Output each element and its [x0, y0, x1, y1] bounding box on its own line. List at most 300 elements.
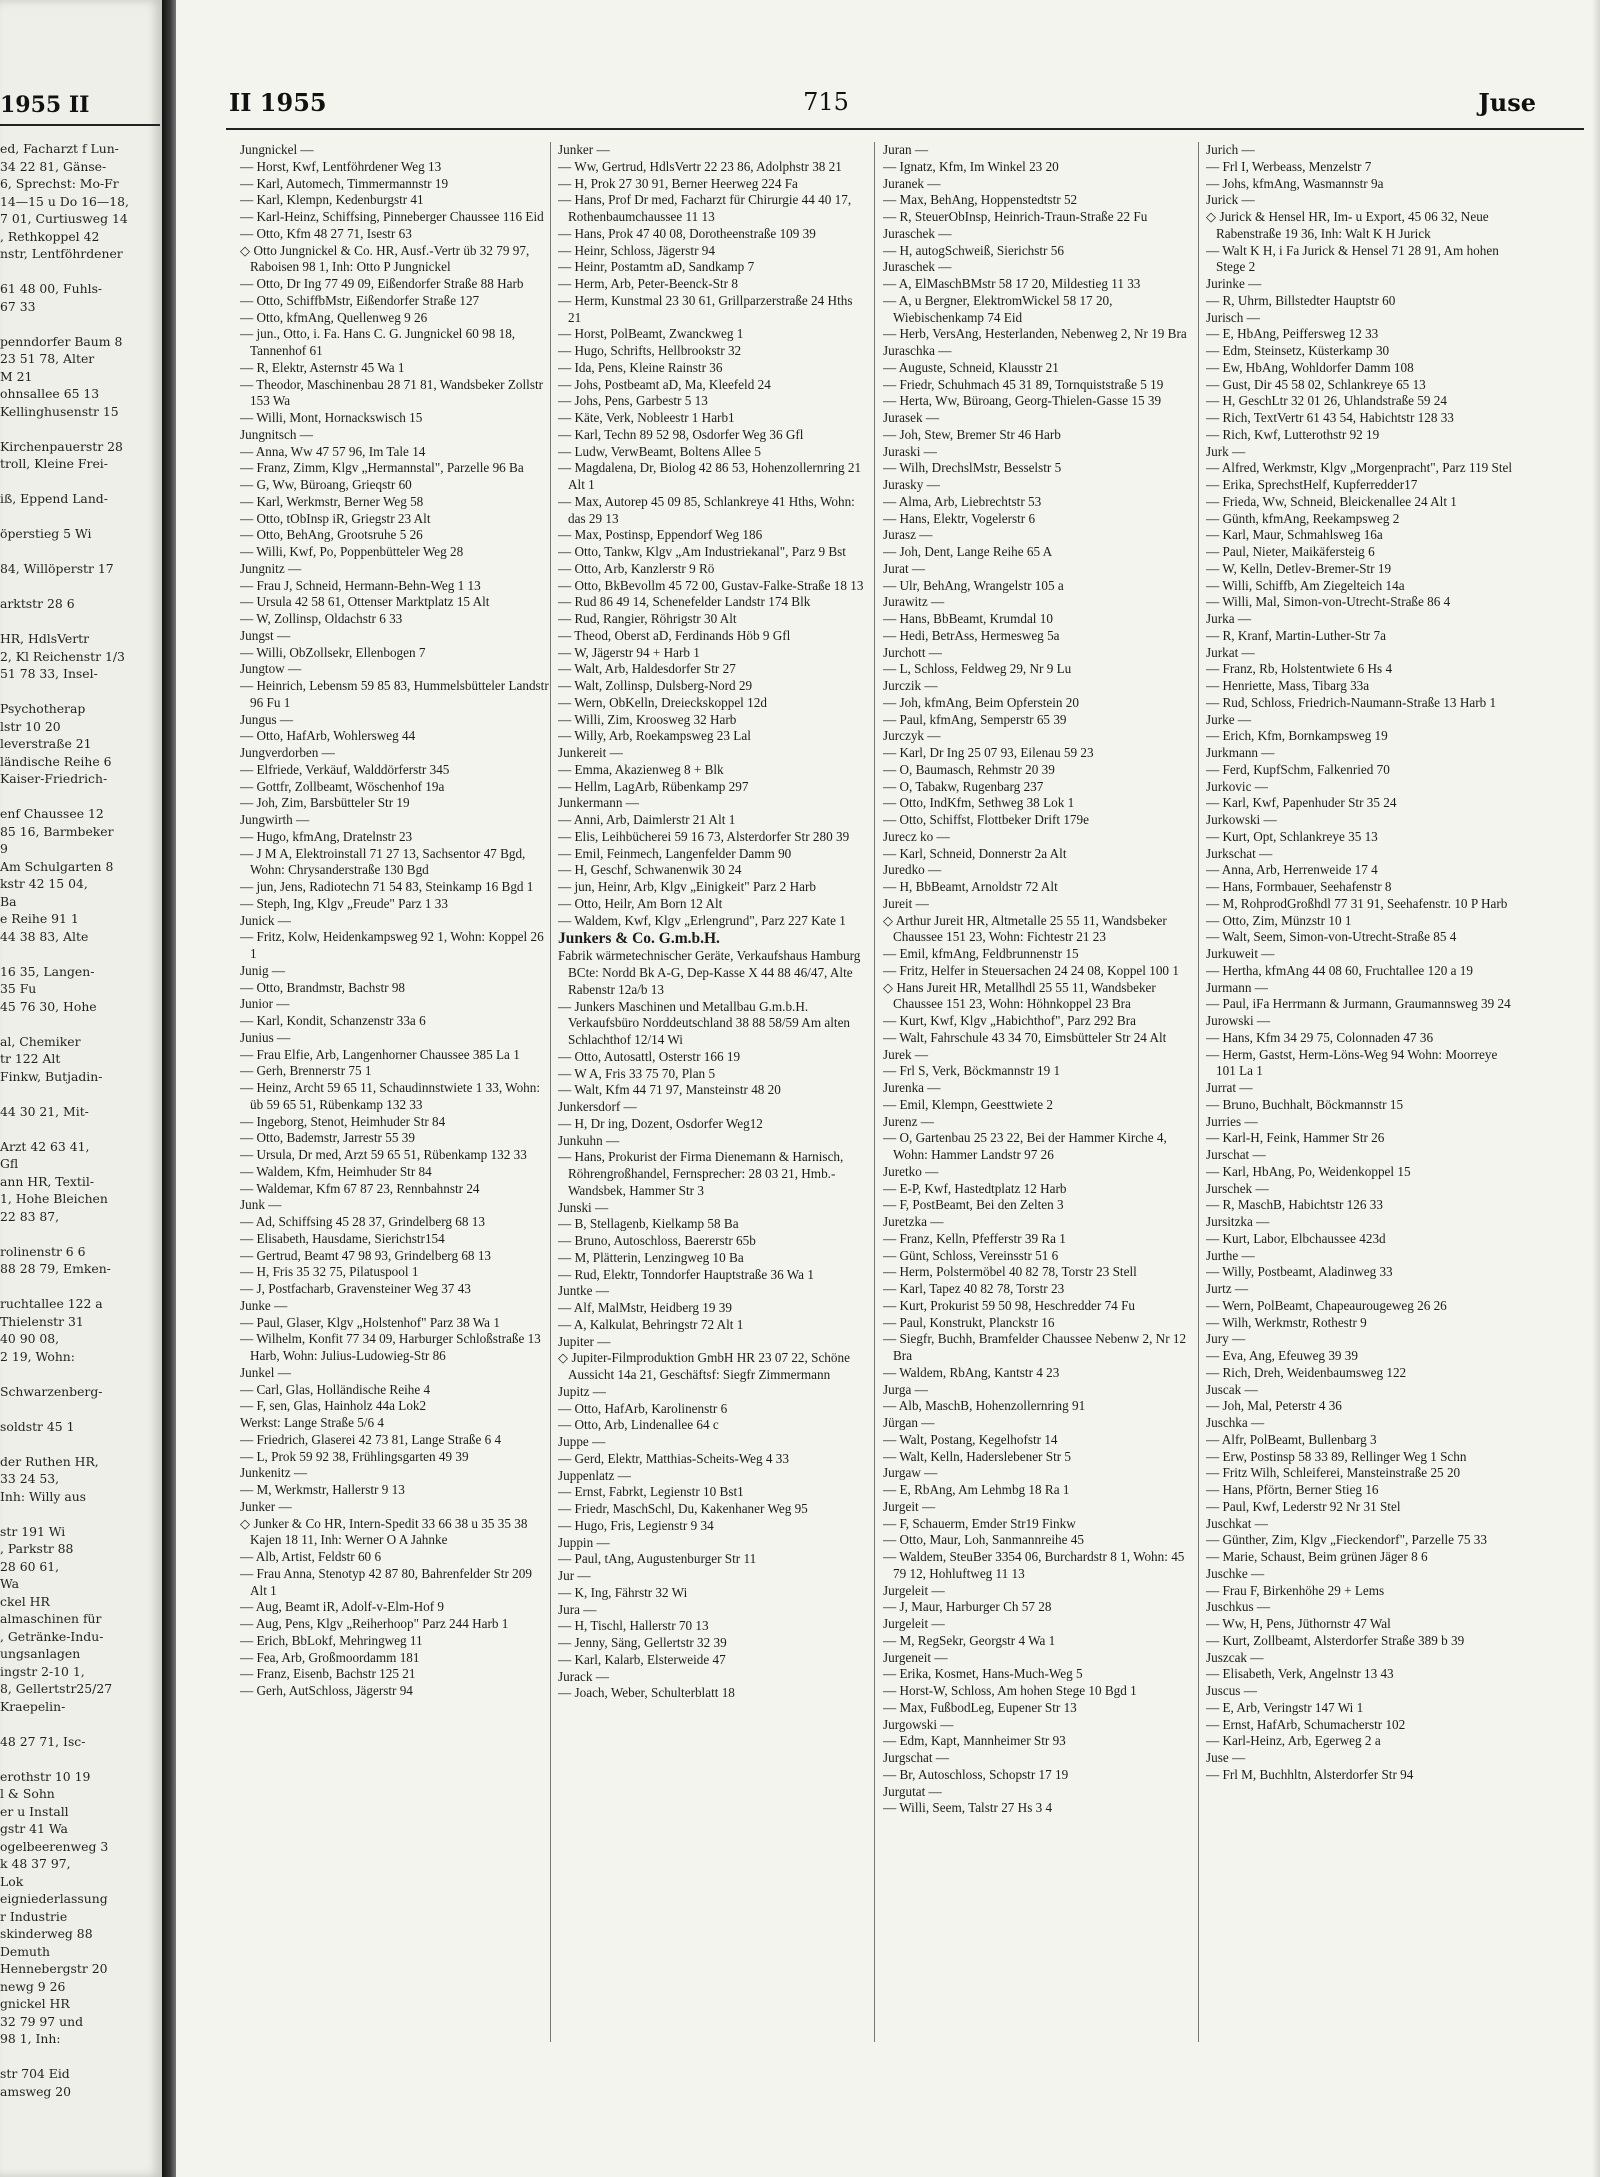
left-page-line: 2, Kl Reichenstr 1/3 — [0, 648, 125, 664]
surname-heading: Junk — — [240, 1197, 282, 1213]
directory-entry: — R, MaschB, Habichtstr 126 33 — [1206, 1197, 1383, 1213]
surname-heading: Jurawitz — — [883, 594, 945, 610]
surname-heading: Jungverdorben — — [240, 745, 335, 760]
left-page-line — [0, 1365, 160, 1383]
surname-heading: Jurtz — — [1206, 1281, 1249, 1296]
directory-entry: — Paul, tAng, Augustenburger Str 11 — [558, 1551, 757, 1567]
directory-entry: — Alb, MaschB, Hohenzollernring 91 — [883, 1398, 1086, 1414]
left-page-line: soldstr 45 1 — [0, 1418, 75, 1434]
directory-entry: — Otto, kfmAng, Quellenweg 9 26 — [240, 309, 428, 325]
left-page-line: ohnsallee 65 13 — [0, 386, 100, 401]
directory-entry: — Marie, Schaust, Beim grünen Jäger 8 6 — [1206, 1549, 1428, 1564]
directory-entry: — F, sen, Glas, Hainholz 44a Lok2 — [240, 1398, 427, 1414]
directory-entry: — Wern, PolBeamt, Chapeaurougeweg 26 26 — [1206, 1297, 1447, 1313]
left-page-line: 44 38 83, Alte — [0, 928, 89, 944]
directory-entry: — jun, Heinr, Arb, Klgv „Einigkeit" Parz 2 Harb — [558, 879, 816, 894]
directory-entry: — Ew, HbAng, Wohldorfer Damm 108 — [1206, 359, 1414, 375]
directory-column-4 — [1206, 142, 1516, 2132]
directory-page — [176, 0, 1600, 2177]
left-page-line: Gfl — [0, 1156, 19, 1171]
directory-entry: — Frau Anna, Stenotyp 42 87 80, Bahrenfelder Str 209 Alt 1 — [240, 1565, 532, 1598]
directory-entry: — H, BbBeamt, Arnoldstr 72 Alt — [883, 879, 1058, 894]
directory-entry: — Otto, Schiffst, Flottbeker Drift 179e — [883, 812, 1089, 827]
left-page-line: ungsanlagen — [0, 1646, 81, 1661]
directory-entry: — K, Ing, Fährstr 32 Wi — [558, 1584, 688, 1600]
directory-entry: — Henriette, Mass, Tibarg 33a — [1206, 678, 1370, 693]
header-rule — [226, 128, 1584, 130]
directory-entry: — Walt, Fahrschule 43 34 70, Eimsbütteler Str 24 Alt — [883, 1029, 1167, 1045]
directory-entry: — Theodor, Maschinenbau 28 71 81, Wandsbeker Zollstr 153 Wa — [240, 376, 544, 409]
surname-heading: Jurick — — [1206, 192, 1255, 208]
surname-heading: Jurkovic — — [1206, 778, 1268, 794]
directory-entry: — H, Tischl, Hallerstr 70 13 — [558, 1618, 709, 1634]
directory-entry: — Alma, Arb, Liebrechtstr 53 — [883, 493, 1042, 509]
directory-entry: — Frau F, Birkenhöhe 29 + Lems — [1206, 1582, 1385, 1598]
directory-entry: — Jenny, Säng, Gellertstr 32 39 — [558, 1635, 727, 1650]
left-page-line: er u Install — [0, 1803, 69, 1819]
left-page-line: lstr 10 20 — [0, 718, 61, 734]
surname-heading: Jura — — [558, 1601, 597, 1617]
left-page-line — [0, 578, 160, 596]
directory-entry: — F, Schauerm, Emder Str19 Finkw — [883, 1515, 1076, 1531]
left-page-line: ed, Facharzt f Lun- — [0, 141, 119, 156]
directory-entry: — Joh, kfmAng, Beim Opferstein 20 — [883, 694, 1079, 710]
directory-entry: — Erich, BbLokf, Mehringweg 11 — [240, 1632, 423, 1648]
left-page-line: newg 9 26 — [0, 1978, 66, 1994]
left-page-line: 45 76 30, Hohe — [0, 998, 97, 1014]
left-page-line: 34 22 81, Gänse- — [0, 158, 107, 174]
directory-entry: — Otto, Autosattl, Osterstr 166 19 — [558, 1048, 741, 1064]
directory-entry: — Max, Postinsp, Eppendorf Weg 186 — [558, 527, 763, 543]
directory-entry: — Paul, Glaser, Klgv „Holstenhof" Parz 38 Wa 1 — [240, 1314, 500, 1330]
surname-heading: Jurich — — [1206, 142, 1255, 157]
surname-heading: Jurschat — — [1206, 1147, 1266, 1162]
directory-entry: — Herm, Kunstmal 23 30 61, Grillparzerstraße 24 Hths 21 — [558, 292, 853, 325]
directory-entry: — Erika, SprechstHelf, Kupferredder17 — [1206, 477, 1418, 492]
directory-entry: — Heinr, Schloss, Jägerstr 94 — [558, 242, 715, 258]
directory-entry: — Waldem, Kwf, Klgv „Erlengrund", Parz 227 Kate 1 — [558, 912, 846, 928]
left-page-line — [0, 945, 160, 963]
surname-heading: Jurgeneit — — [883, 1649, 948, 1665]
surname-heading: Junkel — — [240, 1364, 291, 1380]
directory-entry: — Rud, Schloss, Friedrich-Naumann-Straße 13 Harb 1 — [1206, 694, 1497, 710]
surname-heading: Jurgeleit — — [883, 1582, 945, 1598]
directory-entry: — R, SteuerObInsp, Heinrich-Traun-Straße 22 Fu — [883, 209, 1148, 224]
directory-entry: — Joh, Zim, Barsbütteler Str 19 — [240, 795, 410, 811]
directory-entry: ◇ Jurick & Hensel HR, Im- u Export, 45 06 32, Neue Rabenstraße 19 36, Inh: Walt K H Jurick — [1206, 209, 1489, 241]
left-page-line: rolinenstr 6 6 — [0, 1243, 86, 1259]
directory-entry: — R, Elektr, Asternstr 45 Wa 1 — [240, 359, 405, 375]
left-page-line: , Rethkoppel 42 — [0, 228, 100, 244]
left-page-line: 61 48 00, Fuhls- — [0, 281, 103, 296]
directory-entry: — Edm, Steinsetz, Küsterkamp 30 — [1206, 343, 1390, 358]
directory-entry: — Herm, Polstermöbel 40 82 78, Torstr 23 Stell — [883, 1264, 1137, 1280]
left-page-line — [0, 613, 160, 631]
directory-entry: — Hans, Prof Dr med, Facharzt für Chirurgie 44 40 17, Rothenbaumchaussee 11 13 — [558, 192, 852, 224]
directory-entry: — Aug, Beamt iR, Adolf-v-Elm-Hof 9 — [240, 1599, 445, 1615]
directory-entry: — Erw, Postinsp 58 33 89, Rellinger Weg 1 Schn — [1206, 1448, 1467, 1464]
directory-entry: — Günt, Schloss, Vereinsstr 51 6 — [883, 1247, 1059, 1263]
directory-entry: — Max, FußbodLeg, Eupener Str 13 — [883, 1699, 1077, 1715]
directory-entry: — Johs, Postbeamt aD, Ma, Kleefeld 24 — [558, 376, 771, 392]
surname-heading: Juppenlatz — — [558, 1467, 631, 1483]
surname-heading: Jürgan — — [883, 1415, 935, 1430]
left-page-line: 44 30 21, Mit- — [0, 1103, 89, 1119]
surname-heading: Jungnickel — — [240, 142, 314, 157]
directory-entry: ◇ Otto Jungnickel & Co. HR, Ausf.-Vertr üb 32 79 97, Raboisen 98 1, Inh: Otto P Jungnickel — [240, 242, 530, 275]
directory-entry: — Willi, Schiffb, Am Ziegelteich 14a — [1206, 577, 1405, 593]
surname-heading: Juraschek — — [883, 225, 952, 241]
surname-heading: Juschkus — — [1206, 1599, 1271, 1615]
left-page-line — [0, 1750, 160, 1768]
directory-entry: — Paul, Konstrukt, Planckstr 16 — [883, 1314, 1055, 1330]
directory-entry: — Willy, Arb, Roekampsweg 23 Lal — [558, 728, 751, 744]
directory-entry: — Wilh, DrechslMstr, Besselstr 5 — [883, 460, 1062, 476]
left-page-line: Ba — [0, 893, 17, 909]
surname-heading: Jurkmann — — [1206, 745, 1275, 760]
directory-entry: — Otto, tObInsp iR, Griegstr 23 Alt — [240, 510, 431, 526]
surname-heading: Jungtow — — [240, 661, 302, 677]
surname-heading: Junkenitz — — [240, 1465, 308, 1481]
directory-entry: — Paul, iFa Herrmann & Jurmann, Graumannsweg 39 24 — [1206, 996, 1511, 1012]
surname-heading: Jurgeleit — — [883, 1616, 945, 1631]
left-page-line: Schwarzenberg- — [0, 1383, 103, 1399]
surname-heading: Jurthe — — [1206, 1247, 1255, 1263]
surname-heading: Jupitz — — [558, 1383, 606, 1399]
surname-heading: Juretzka — — [883, 1214, 944, 1229]
left-page-line: 88 28 79, Emken- — [0, 1261, 111, 1276]
left-page-line: gstr 41 Wa — [0, 1821, 68, 1836]
left-page-line: str 704 Eid — [0, 2066, 70, 2081]
directory-entry: — Otto, Zim, Münzstr 10 1 — [1206, 912, 1352, 928]
page-edge — [1592, 0, 1600, 2177]
directory-entry: — A, Kalkulat, Behringstr 72 Alt 1 — [558, 1316, 744, 1332]
directory-entry: — Wern, ObKelln, Dreieckskoppel 12d — [558, 694, 767, 710]
surname-heading: Jurschek — — [1206, 1180, 1269, 1196]
surname-heading: Jurchott — — [883, 644, 942, 660]
surname-heading: Juraschek — — [883, 259, 952, 275]
directory-entry: — Hans, Prokurist der Firma Dienemann & Harnisch, Röhrengroßhandel, Fernsprecher: 28 03 21, Hmb.-Wandsbek, Hammer Str 3 — [558, 1149, 844, 1198]
left-page-line: 14—15 u Do 16—18, — [0, 193, 129, 209]
surname-heading: Junkuhn — — [558, 1132, 620, 1148]
directory-entry: ◇ Hans Jureit HR, Metallhdl 25 55 11, Wandsbeker Chaussee 151 23, Wohn: Höhnkoppel 23 Bra — [883, 979, 1156, 1012]
directory-entry: — G, Ww, Büroang, Grieqstr 60 — [240, 477, 412, 492]
left-page-line: Thielenstr 31 — [0, 1313, 84, 1329]
surname-heading: Jurack — — [558, 1668, 609, 1684]
left-page-line: Kraepelin- — [0, 1698, 66, 1714]
directory-entry: — Rich, Kwf, Lutterothstr 92 19 — [1206, 426, 1380, 442]
directory-entry: — Fea, Arb, Großmoordamm 181 — [240, 1649, 420, 1665]
surname-heading: Jurasek — — [883, 410, 940, 425]
directory-entry: — O, Tabakw, Rugenbarg 237 — [883, 778, 1044, 794]
left-page-line: almaschinen für — [0, 1611, 102, 1626]
directory-entry: — Otto, Arb, Kanzlerstr 9 Rö — [558, 560, 715, 576]
directory-entry: — Franz, Eisenb, Bachstr 125 21 — [240, 1666, 416, 1682]
directory-entry: — Hertha, kfmAng 44 08 60, Fruchtallee 120 a 19 — [1206, 962, 1473, 978]
left-page-line: l & Sohn — [0, 1786, 55, 1801]
directory-entry: — Willi, Mont, Hornackswisch 15 — [240, 410, 423, 425]
surname-heading: Juraski — — [883, 443, 937, 459]
directory-entry: — Frl S, Verk, Böckmannstr 19 1 — [883, 1063, 1061, 1079]
directory-entry: — Rich, Dreh, Weidenbaumsweg 122 — [1206, 1364, 1407, 1380]
left-page-line: 8, Gellertstr25/27 — [0, 1681, 113, 1696]
surname-heading: Junkersdorf — — [558, 1099, 637, 1114]
directory-entry: ◇ Junker & Co HR, Intern-Spedit 33 66 38 u 35 35 38 Kajen 18 11, Inh: Werner O A Jahnke — [240, 1515, 528, 1548]
directory-entry: — Max, BehAng, Hoppenstedtstr 52 — [883, 192, 1078, 208]
book-gutter — [162, 0, 176, 2177]
directory-entry: — E, HbAng, Peiffersweg 12 33 — [1206, 326, 1379, 342]
left-page-line: M 21 — [0, 368, 33, 384]
directory-entry: — Karl, Klempn, Kedenburgstr 41 — [240, 192, 424, 208]
directory-entry: — A, ElMaschBMstr 58 17 20, Mildestieg 11 33 — [883, 276, 1141, 291]
directory-entry: — Otto, Maur, Loh, Sanmannreihe 45 — [883, 1532, 1084, 1548]
left-page-line — [0, 2048, 160, 2066]
directory-entry: Junkers & Co. G.m.b.H. — [558, 930, 720, 948]
directory-entry: — Otto, Brandmstr, Bachstr 98 — [240, 979, 406, 995]
directory-entry: — jun., Otto, i. Fa. Hans C. G. Jungnickel 60 98 18, Tannenhof 61 — [240, 326, 516, 358]
directory-entry: — L, Schloss, Feldweg 29, Nr 9 Lu — [883, 661, 1072, 677]
left-page-line — [0, 1225, 160, 1243]
left-page-line: e Reihe 91 1 — [0, 911, 79, 926]
directory-entry: — Franz, Kelln, Pfefferstr 39 Ra 1 — [883, 1230, 1066, 1246]
left-page-line: ländische Reihe 6 — [0, 753, 112, 769]
left-page-line: 28 60 61, — [0, 1558, 60, 1574]
directory-entry: — Karl-Heinz, Arb, Egerweg 2 a — [1206, 1733, 1381, 1749]
directory-entry: — Otto, HafArb, Karolinenstr 6 — [558, 1400, 728, 1416]
left-page-line: leverstraße 21 — [0, 736, 92, 751]
directory-entry: — J, Maur, Harburger Ch 57 28 — [883, 1599, 1052, 1615]
surname-heading: Jurasz — — [883, 527, 933, 543]
surname-heading: Jungst — — [240, 627, 291, 643]
directory-entry: — Erika, Kosmet, Hans-Much-Weg 5 — [883, 1666, 1083, 1682]
left-page-line — [0, 420, 160, 438]
surname-heading: Jurat — — [883, 560, 926, 576]
directory-entry: — Gerh, AutSchloss, Jägerstr 94 — [240, 1683, 413, 1698]
left-page-line: 1, Hohe Bleichen — [0, 1191, 108, 1206]
directory-entry: — Friedrich, Glaserei 42 73 81, Lange Straße 6 4 — [240, 1431, 502, 1447]
left-page-line: eigniederlassung — [0, 1891, 108, 1906]
surname-heading: Jurinke — — [1206, 276, 1262, 291]
directory-entry: — Herm, Gastst, Herm-Löns-Weg 94 Wohn: Moorreye 101 La 1 — [1206, 1046, 1498, 1079]
directory-entry: — Otto, Dr Ing 77 49 09, Eißendorfer Straße 88 Harb — [240, 276, 524, 291]
directory-entry: — Gerd, Elektr, Matthias-Scheits-Weg 4 33 — [558, 1450, 789, 1466]
left-page-line: al, Chemiker — [0, 1033, 81, 1049]
surname-heading: Juranek — — [883, 175, 941, 191]
surname-heading: Jurecz ko — — [883, 828, 950, 844]
directory-entry: — M, RegSekr, Georgstr 4 Wa 1 — [883, 1632, 1056, 1648]
left-page-line: Kellinghusenstr 15 — [0, 403, 119, 419]
directory-entry: — Willi, Seem, Talstr 27 Hs 3 4 — [883, 1800, 1053, 1816]
directory-entry: — Paul, Kwf, Lederstr 92 Nr 31 Stel — [1206, 1498, 1401, 1514]
column-divider — [550, 142, 551, 2042]
left-page-line: skinderweg 88 — [0, 1926, 93, 1941]
left-page-line: 7 01, Curtiusweg 14 — [0, 211, 128, 226]
directory-entry: — Ursula 42 58 61, Ottenser Marktplatz 15 Alt — [240, 594, 490, 610]
directory-entry: — Kurt, Prokurist 59 50 98, Heschredder 74 Fu — [883, 1297, 1135, 1313]
left-page-line: iß, Eppend Land- — [0, 491, 108, 506]
left-page-line — [0, 1715, 160, 1733]
left-page-line: 40 90 08, — [0, 1331, 60, 1346]
directory-entry: — Otto, SchiffbMstr, Eißendorfer Straße 127 — [240, 292, 480, 308]
directory-entry: — Walt, Arb, Haldesdorfer Str 27 — [558, 661, 736, 677]
left-page-line: 84, Willöperstr 17 — [0, 561, 114, 576]
directory-entry: — Willy, Postbeamt, Aladinweg 33 — [1206, 1264, 1393, 1280]
directory-entry: — Joh, Mal, Peterstr 4 36 — [1206, 1398, 1342, 1414]
directory-entry: — Auguste, Schneid, Klausstr 21 — [883, 359, 1059, 375]
directory-entry: — Anni, Arb, Daimlerstr 21 Alt 1 — [558, 812, 736, 827]
directory-entry: — Alfr, PolBeamt, Bullenbarg 3 — [1206, 1431, 1377, 1447]
left-page-line: Arzt 42 63 41, — [0, 1138, 90, 1154]
surname-heading: Jurkat — — [1206, 644, 1255, 660]
directory-entry: — Frl I, Werbeass, Menzelstr 7 — [1206, 158, 1372, 174]
directory-entry: — Ursula, Dr med, Arzt 59 65 51, Rübenkamp 132 33 — [240, 1147, 527, 1162]
directory-entry: — Karl-H, Feink, Hammer Str 26 — [1206, 1130, 1385, 1146]
directory-entry: — B, Stellagenb, Kielkamp 58 Ba — [558, 1216, 739, 1232]
directory-entry: — Anna, Ww 47 57 96, Im Tale 14 — [240, 443, 426, 459]
directory-entry: — W, Zollinsp, Oldachstr 6 33 — [240, 611, 403, 626]
left-page-line: amsweg 20 — [0, 2083, 72, 2099]
left-page-line: 22 83 87, — [0, 1208, 60, 1224]
directory-entry: — Johs, Pens, Garbestr 5 13 — [558, 393, 708, 409]
directory-entry: — Ernst, Fabrkt, Legienstr 10 Bst1 — [558, 1484, 744, 1500]
directory-entry: — Walt K H, i Fa Jurick & Hensel 71 28 91, Am hohen Stege 2 — [1206, 242, 1499, 275]
surname-heading: Jurenz — — [883, 1113, 934, 1129]
directory-entry: — Kurt, Kwf, Klgv „Habichthof", Parz 292 Bra — [883, 1013, 1136, 1028]
surname-heading: Jurke — — [1206, 711, 1252, 727]
directory-entry: — Franz, Zimm, Klgv „Hermannstal", Parzelle 96 Ba — [240, 460, 524, 476]
left-page-line: Lok — [0, 1873, 24, 1889]
directory-entry: — Eva, Ang, Efeuweg 39 39 — [1206, 1348, 1358, 1363]
surname-heading: Jurka — — [1206, 611, 1252, 626]
directory-entry: — Günth, kfmAng, Reekampsweg 2 — [1206, 510, 1400, 526]
left-page-line — [0, 788, 160, 806]
directory-entry: — R, Kranf, Martin-Luther-Str 7a — [1206, 627, 1386, 643]
directory-entry: — Otto, Tankw, Klgv „Am Industriekanal", Parz 9 Bst — [558, 544, 846, 559]
directory-entry: — Kurt, Zollbeamt, Alsterdorfer Straße 389 b 39 — [1206, 1632, 1465, 1648]
directory-entry: — Gust, Dir 45 58 02, Schlankreye 65 13 — [1206, 376, 1426, 392]
directory-entry: — W A, Fris 33 75 70, Plan 5 — [558, 1065, 716, 1081]
surname-heading: Jurasky — — [883, 477, 940, 492]
left-page-line: ann HR, Textil- — [0, 1173, 95, 1189]
left-page-line: ckel HR — [0, 1593, 50, 1609]
left-page-line — [0, 1120, 160, 1138]
directory-entry: — W, Jägerstr 94 + Harb 1 — [558, 644, 700, 660]
left-page-line: 67 33 — [0, 298, 36, 314]
directory-entry: — Walt, Seem, Simon-von-Utrecht-Straße 85 4 — [1206, 929, 1457, 945]
directory-entry: — Frau Elfie, Arb, Langenhorner Chaussee 385 La 1 — [240, 1046, 520, 1062]
left-page-line — [0, 1015, 160, 1033]
directory-entry: — Willi, Kwf, Po, Poppenbütteler Weg 28 — [240, 544, 464, 559]
left-page-line: 48 27 71, Isc- — [0, 1733, 86, 1749]
left-page-rule — [0, 124, 160, 126]
left-page-line: Demuth — [0, 1943, 50, 1959]
directory-entry: — Frieda, Ww, Schneid, Bleickenallee 24 Alt 1 — [1206, 493, 1457, 509]
directory-entry: — Karl, Werkmstr, Berner Weg 58 — [240, 493, 424, 509]
surname-heading: Jurczyk — — [883, 728, 941, 744]
left-page-line — [0, 1400, 160, 1418]
directory-entry: — Steph, Ing, Klgv „Freude" Parz 1 33 — [240, 895, 448, 911]
surname-heading: Juraschka — — [883, 343, 952, 358]
directory-column-3 — [883, 142, 1193, 2132]
directory-entry: — Johs, kfmAng, Wasmannstr 9a — [1206, 175, 1384, 191]
left-page-line — [0, 508, 160, 526]
directory-entry: — Kurt, Opt, Schlankreye 35 13 — [1206, 828, 1378, 844]
directory-entry: — Aug, Pens, Klgv „Reiherhoop" Parz 244 Harb 1 — [240, 1616, 509, 1631]
surname-heading: Jurgeit — — [883, 1498, 936, 1514]
directory-entry: — Joh, Stew, Bremer Str 46 Harb — [883, 426, 1061, 442]
directory-entry: — Junkers Maschinen und Metallbau G.m.b.H. Verkaufsbüro Norddeutschland 38 88 58/59 Am alten Schlachthof 12/14 Wi — [558, 998, 851, 1047]
surname-heading: Jungnitsch — — [240, 426, 313, 442]
directory-entry: — Herm, Arb, Peter-Beenck-Str 8 — [558, 276, 738, 291]
left-page-line: r Industrie — [0, 1908, 68, 1924]
directory-entry: — Käte, Verk, Nobleestr 1 Harb1 — [558, 410, 735, 425]
directory-entry: — Ignatz, Kfm, Im Winkel 23 20 — [883, 158, 1059, 174]
column-divider — [1198, 142, 1199, 2042]
directory-entry: — Hedi, BetrAss, Hermesweg 5a — [883, 627, 1060, 643]
surname-heading: Jungus — — [240, 711, 294, 727]
directory-entry: — W, Kelln, Detlev-Bremer-Str 19 — [1206, 560, 1392, 576]
left-page-line: öperstieg 5 Wi — [0, 526, 92, 541]
left-page-line: ogelbeerenweg 3 — [0, 1838, 109, 1854]
surname-heading: Jurgowski — — [883, 1716, 954, 1732]
surname-heading: Juppin — — [558, 1534, 610, 1550]
surname-heading: Juretko — — [883, 1163, 939, 1179]
directory-entry: — O, Baumasch, Rehmstr 20 39 — [883, 761, 1055, 777]
directory-entry: — R, Uhrm, Billstedter Hauptstr 60 — [1206, 292, 1396, 308]
directory-entry: — Hugo, Fris, Legienstr 9 34 — [558, 1517, 714, 1533]
directory-entry: — M, RohprodGroßhdl 77 31 91, Seehafenstr. 10 P Harb — [1206, 895, 1508, 911]
left-page-line: ruchtallee 122 a — [0, 1296, 103, 1311]
directory-entry: — Magdalena, Dr, Biolog 42 86 53, Hohenzollernring 21 Alt 1 — [558, 460, 862, 492]
left-page-line — [0, 263, 160, 281]
left-page-line: nstr, Lentföhrdener — [0, 246, 123, 261]
directory-entry: — Otto, Arb, Lindenallee 64 c — [558, 1417, 719, 1433]
surname-heading: Junski — — [558, 1199, 609, 1215]
surname-heading: Juszcak — — [1206, 1649, 1264, 1665]
surname-heading: Junig — — [240, 962, 286, 978]
surname-heading: Jurkuweit — — [1206, 946, 1275, 961]
directory-entry: — Horst-W, Schloss, Am hohen Stege 10 Bgd 1 — [883, 1683, 1137, 1698]
directory-entry: — H, autogSchweiß, Sierichstr 56 — [883, 242, 1064, 258]
surname-heading: Juscak — — [1206, 1381, 1258, 1397]
directory-entry: — M, Werkmstr, Hallerstr 9 13 — [240, 1482, 405, 1497]
directory-entry: — Ingeborg, Stenot, Heimhuder Str 84 — [240, 1113, 446, 1129]
directory-entry: — Hans, Prok 47 40 08, Dorotheenstraße 109 39 — [558, 225, 816, 241]
directory-entry: — Karl, HbAng, Po, Weidenkoppel 15 — [1206, 1163, 1411, 1179]
directory-entry: — Rud, Rangier, Röhrigstr 30 Alt — [558, 611, 737, 626]
left-page-line: enf Chaussee 12 — [0, 806, 104, 821]
surname-heading: Jury — — [1206, 1331, 1246, 1347]
directory-entry: — Friedr, MaschSchl, Du, Kakenhaner Weg 95 — [558, 1501, 808, 1516]
directory-entry: — F, PostBeamt, Bei den Zelten 3 — [883, 1197, 1064, 1213]
directory-entry: — H, Dr ing, Dozent, Osdorfer Weg12 — [558, 1115, 763, 1131]
directory-entry: — Emil, Klempn, Geesttwiete 2 — [883, 1096, 1053, 1112]
left-page-line: , Getränke-Indu- — [0, 1628, 104, 1644]
directory-entry: — H, Geschf, Schwanenwik 30 24 — [558, 862, 742, 878]
surname-heading: Jurga — — [883, 1381, 928, 1397]
directory-entry: — Waldem, SteuBer 3354 06, Burchardstr 8 1, Wohn: 45 79 12, Hohluftweg 11 13 — [883, 1549, 1185, 1581]
directory-entry: — Kurt, Labor, Elbchaussee 423d — [1206, 1230, 1386, 1246]
directory-entry: — Karl, Dr Ing 25 07 93, Eilenau 59 23 — [883, 745, 1094, 760]
surname-heading: Jupiter — — [558, 1333, 611, 1349]
directory-entry: — J, Postfacharb, Gravensteiner Weg 37 43 — [240, 1281, 471, 1296]
left-page-line: 33 24 53, — [0, 1471, 60, 1486]
directory-entry: — Karl, Kalarb, Elsterweide 47 — [558, 1651, 726, 1667]
directory-entry: — H, Prok 27 30 91, Berner Heerweg 224 Fa — [558, 175, 798, 191]
left-page-line: troll, Kleine Frei- — [0, 456, 108, 471]
left-page-line: 9 — [0, 841, 8, 856]
directory-entry: — H, Fris 35 32 75, Pilatuspool 1 — [240, 1264, 419, 1280]
